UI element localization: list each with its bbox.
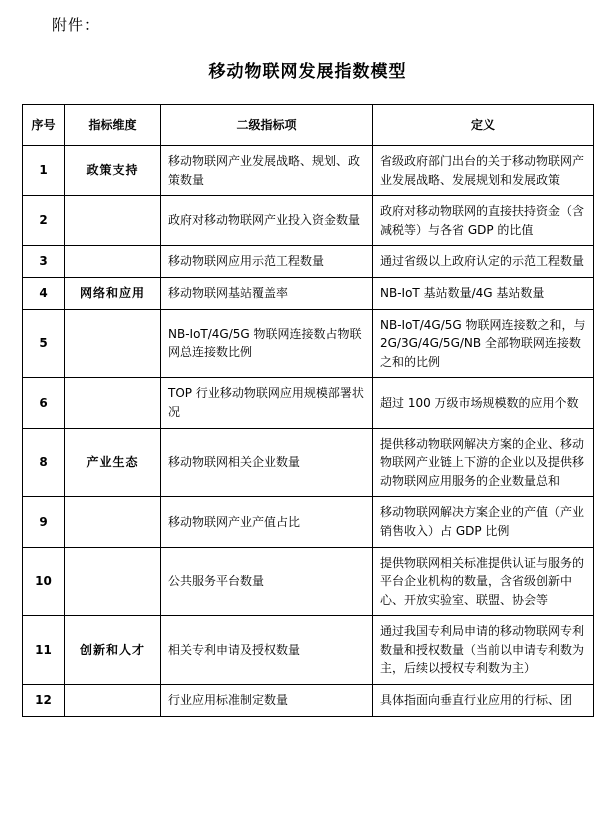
cell-item: NB-IoT/4G/5G 物联网连接数占物联网总连接数比例 — [161, 309, 373, 378]
cell-no: 5 — [23, 309, 65, 378]
column-header-dimension: 指标维度 — [65, 105, 161, 146]
attachment-label: 附件： — [52, 16, 101, 34]
cell-item: 移动物联网产业产值占比 — [161, 497, 373, 547]
cell-item: 公共服务平台数量 — [161, 547, 373, 616]
cell-dimension: 政策支持 — [65, 146, 161, 196]
cell-item: 行业应用标准制定数量 — [161, 685, 373, 717]
table-row — [23, 277, 594, 309]
cell-dimension — [65, 378, 161, 428]
table-row — [23, 428, 594, 497]
cell-no: 3 — [23, 246, 65, 278]
cell-definition: 省级政府部门出台的关于移动物联网产业发展战略、发展规划和发展政策 — [373, 146, 594, 196]
cell-no: 9 — [23, 497, 65, 547]
table-row — [23, 196, 594, 246]
cell-definition: 移动物联网解决方案企业的产值（产业销售收入）占 GDP 比例 — [373, 497, 594, 547]
cell-no: 6 — [23, 378, 65, 428]
cell-no: 2 — [23, 196, 65, 246]
cell-definition: 通过省级以上政府认定的示范工程数量 — [373, 246, 594, 278]
table-row — [23, 146, 594, 196]
document-page — [0, 14, 615, 836]
column-header-definition: 定义 — [373, 105, 594, 146]
cell-definition: 具体指面向垂直行业应用的行标、团 — [373, 685, 594, 717]
cell-dimension — [65, 685, 161, 717]
cell-no: 8 — [23, 428, 65, 497]
cell-no: 11 — [23, 616, 65, 685]
cell-definition: 提供物联网相关标准提供认证与服务的平台企业机构的数量，含省级创新中心、开放实验室、联盟、协会等 — [373, 547, 594, 616]
table-body — [23, 146, 594, 717]
cell-definition: NB-IoT/4G/5G 物联网连接数之和，与 2G/3G/4G/5G/NB 全部物联网连接数之和的比例 — [373, 309, 594, 378]
cell-item: 移动物联网基站覆盖率 — [161, 277, 373, 309]
cell-item: 移动物联网相关企业数量 — [161, 428, 373, 497]
cell-no: 4 — [23, 277, 65, 309]
cell-item: 移动物联网产业发展战略、规划、政策数量 — [161, 146, 373, 196]
cell-definition: NB-IoT 基站数量/4G 基站数量 — [373, 277, 594, 309]
page-title: 移动物联网发展指数模型 — [208, 62, 407, 82]
table-header — [23, 105, 594, 146]
cell-item: 移动物联网应用示范工程数量 — [161, 246, 373, 278]
table-row — [23, 616, 594, 685]
cell-item: 相关专利申请及授权数量 — [161, 616, 373, 685]
cell-no: 12 — [23, 685, 65, 717]
cell-dimension: 产业生态 — [65, 428, 161, 497]
column-header-no: 序号 — [23, 105, 65, 146]
cell-definition: 提供移动物联网解决方案的企业、移动物联网产业链上下游的企业以及提供移动物联网应用服务的企业数量总和 — [373, 428, 594, 497]
index-model-table — [22, 104, 594, 717]
cell-dimension: 网络和应用 — [65, 277, 161, 309]
table-row — [23, 309, 594, 378]
cell-no: 10 — [23, 547, 65, 616]
cell-item: TOP 行业移动物联网应用规模部署状况 — [161, 378, 373, 428]
cell-dimension — [65, 497, 161, 547]
cell-dimension — [65, 196, 161, 246]
cell-definition: 超过 100 万级市场规模数的应用个数 — [373, 378, 594, 428]
cell-dimension: 创新和人才 — [65, 616, 161, 685]
table-row — [23, 378, 594, 428]
table-header-row — [23, 105, 594, 146]
table-row — [23, 497, 594, 547]
table-row — [23, 685, 594, 717]
cell-no: 1 — [23, 146, 65, 196]
cell-dimension — [65, 309, 161, 378]
cell-definition: 政府对移动物联网的直接扶持资金（含减税等）与各省 GDP 的比值 — [373, 196, 594, 246]
column-header-item: 二级指标项 — [161, 105, 373, 146]
table-row — [23, 246, 594, 278]
cell-definition: 通过我国专利局申请的移动物联网专利数量和授权数量（当前以申请专利数为主，后续以授权专利数为主） — [373, 616, 594, 685]
cell-dimension — [65, 547, 161, 616]
cell-dimension — [65, 246, 161, 278]
table-row — [23, 547, 594, 616]
cell-item: 政府对移动物联网产业投入资金数量 — [161, 196, 373, 246]
